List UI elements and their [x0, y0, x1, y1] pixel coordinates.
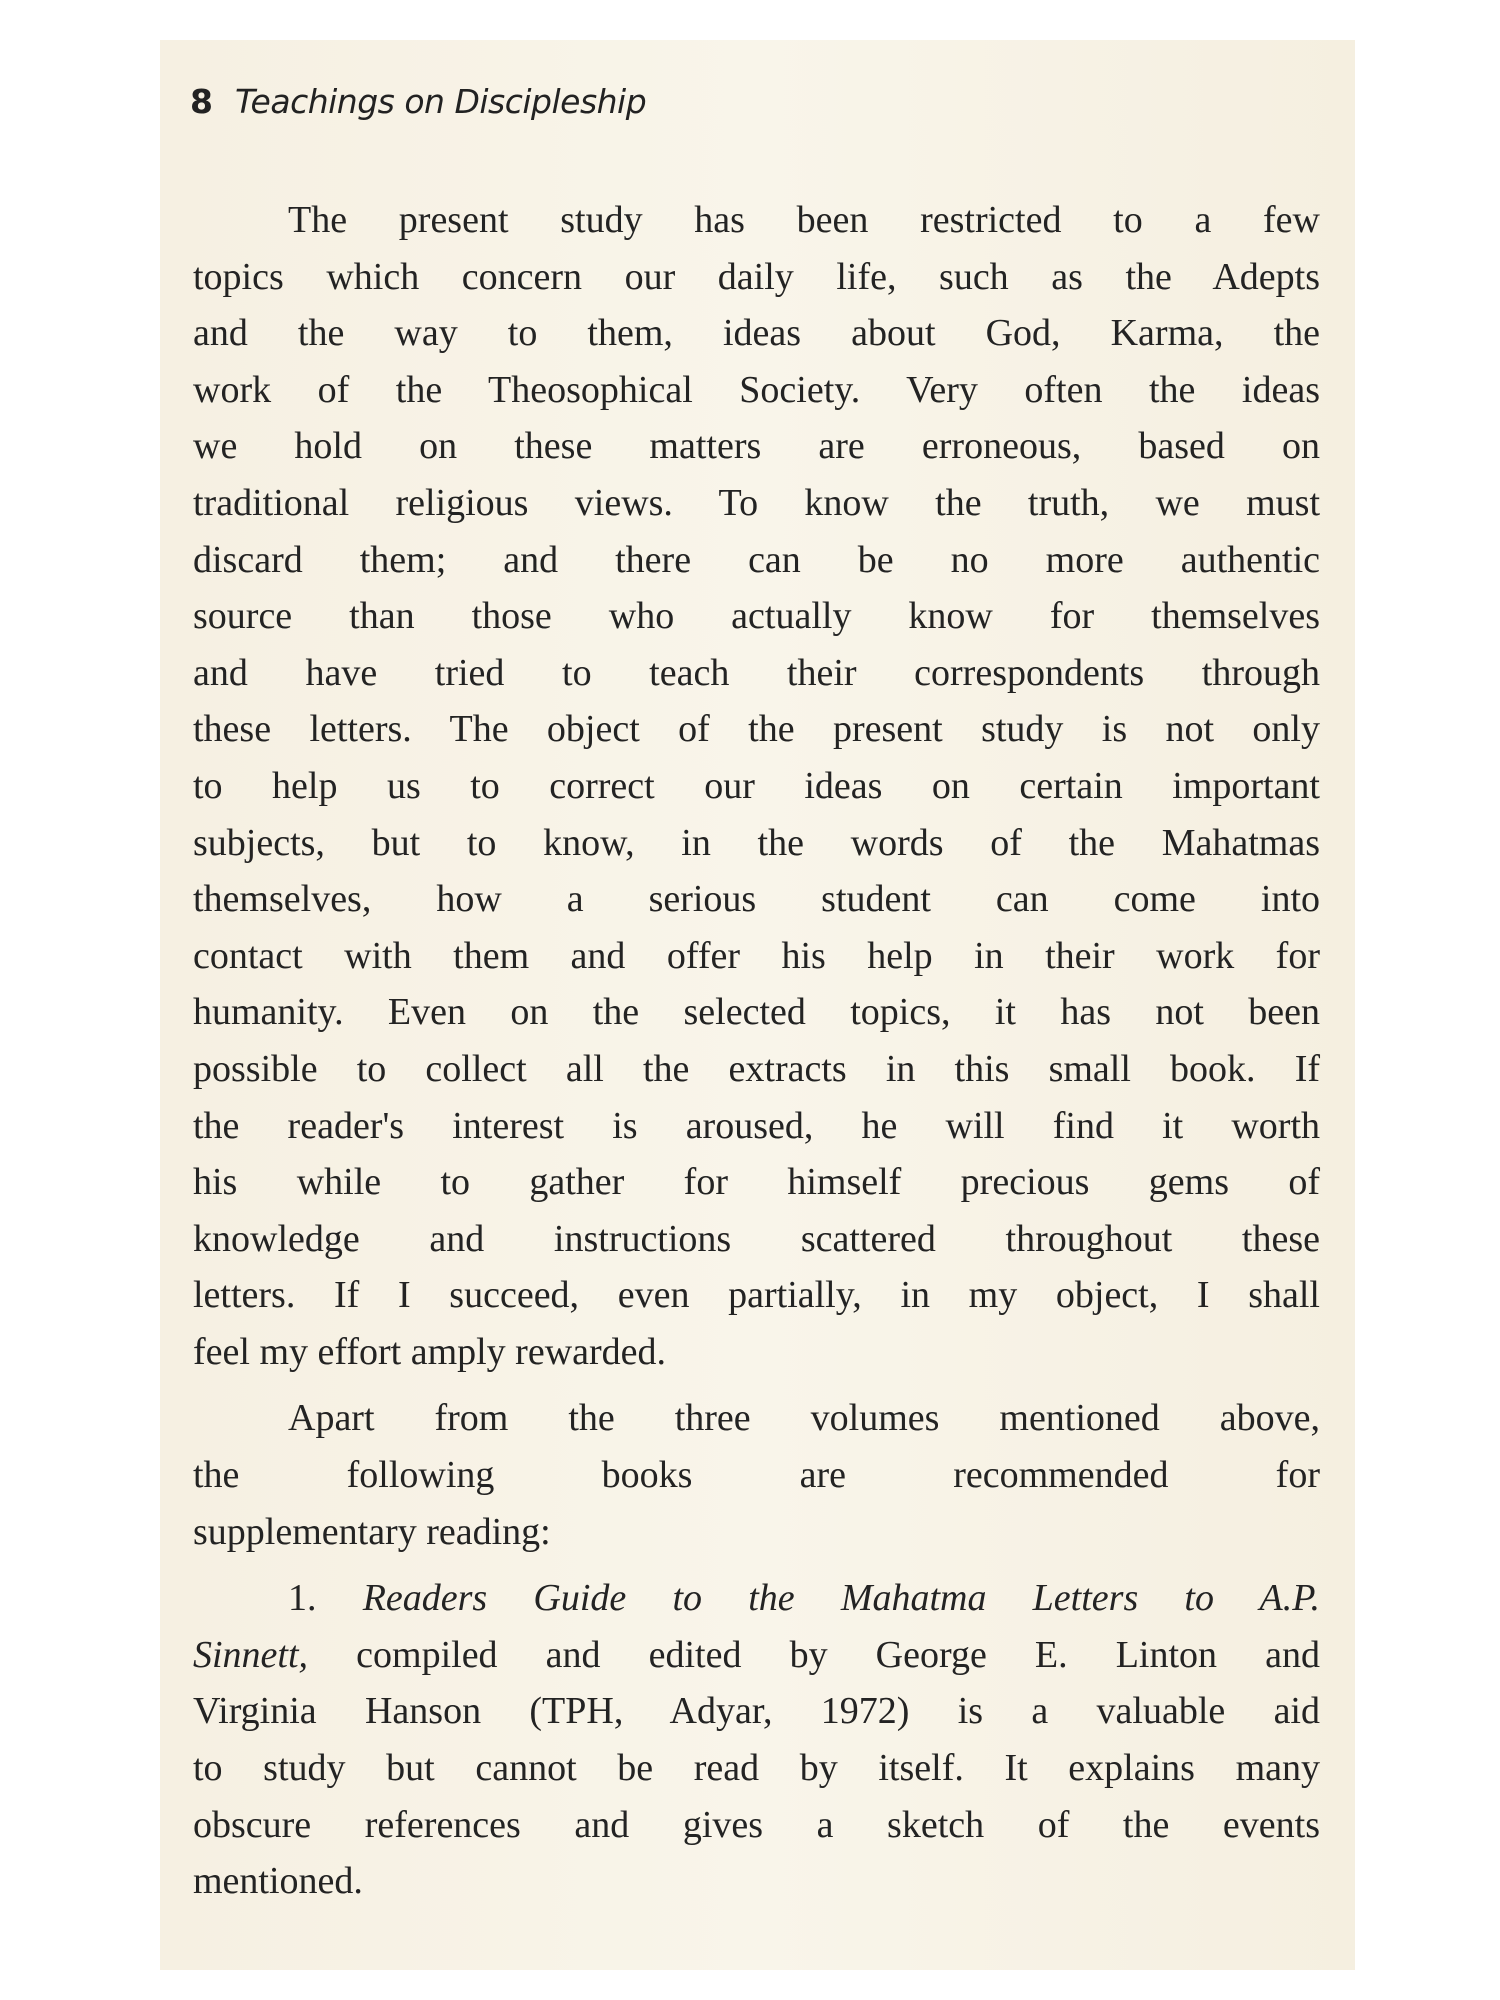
text-line — [193, 1627, 1320, 1684]
text-line: work of the Theosophical Society. Very often the ideas — [193, 368, 1320, 411]
book-title-cont: Sinnett, — [193, 1633, 309, 1676]
text-line: The present study has been restricted to a few — [288, 199, 1320, 241]
text-line: source than those who actually know for themselves — [193, 595, 1320, 638]
text-line: his while to gather for himself precious gems of — [193, 1161, 1320, 1204]
text-line: letters. If I succeed, even partially, in my object, I shall — [193, 1274, 1320, 1317]
text-line: contact with them and offer his help in their work for — [193, 934, 1320, 977]
text-line: humanity. Even on the selected topics, it has not been — [193, 991, 1320, 1034]
text-line: themselves, how a serious student can come into — [193, 878, 1320, 921]
page-body — [193, 192, 1320, 1910]
text-line: Apart from the three volumes mentioned above, — [288, 1397, 1320, 1440]
paragraph-1 — [193, 192, 1320, 1380]
text-line: topics which concern our daily life, such as the Adepts — [193, 255, 1320, 298]
paragraph-2 — [193, 1390, 1320, 1560]
running-title: Teachings on Discipleship — [234, 82, 647, 121]
list-item-title-line — [193, 1570, 1320, 1627]
text-line: we hold on these matters are erroneous, based on — [193, 425, 1320, 468]
text-line: the reader's interest is aroused, he will find it worth — [193, 1104, 1320, 1147]
text-line: and have tried to teach their correspondents through — [193, 651, 1320, 694]
book-title: Readers Guide to the Mahatma Letters to A.P. — [362, 1577, 1321, 1620]
text-line: and the way to them, ideas about God, Karma, the — [193, 312, 1320, 355]
text-line: these letters. The object of the present study is not only — [193, 708, 1320, 751]
text-segment: compiled and edited by George E. Linton and — [356, 1633, 1321, 1676]
text-line: obscure references and gives a sketch of the events — [193, 1803, 1320, 1846]
text-line: mentioned. — [193, 1860, 363, 1903]
text-line: traditional religious views. To know the truth, we must — [193, 481, 1320, 524]
text-line: to help us to correct our ideas on certain important — [193, 764, 1320, 807]
running-header — [190, 82, 646, 121]
text-line: supplementary reading: — [193, 1510, 551, 1553]
text-line: to study but cannot be read by itself. It explains many — [193, 1747, 1320, 1790]
text-line: knowledge and instructions scattered throughout these — [193, 1217, 1320, 1260]
text-line: discard them; and there can be no more authentic — [193, 538, 1320, 581]
text-line: the following books are recommended for — [193, 1454, 1320, 1497]
text-line: Virginia Hanson (TPH, Adyar, 1972) is a valuable aid — [193, 1690, 1320, 1733]
list-item-number: 1. — [288, 1577, 317, 1620]
paragraph-3 — [193, 1570, 1320, 1910]
text-line: possible to collect all the extracts in this small book. If — [193, 1047, 1320, 1090]
text-line: feel my effort amply rewarded. — [193, 1330, 667, 1373]
text-line: subjects, but to know, in the words of the Mahatmas — [193, 821, 1320, 864]
page-number: 8 — [190, 82, 213, 121]
